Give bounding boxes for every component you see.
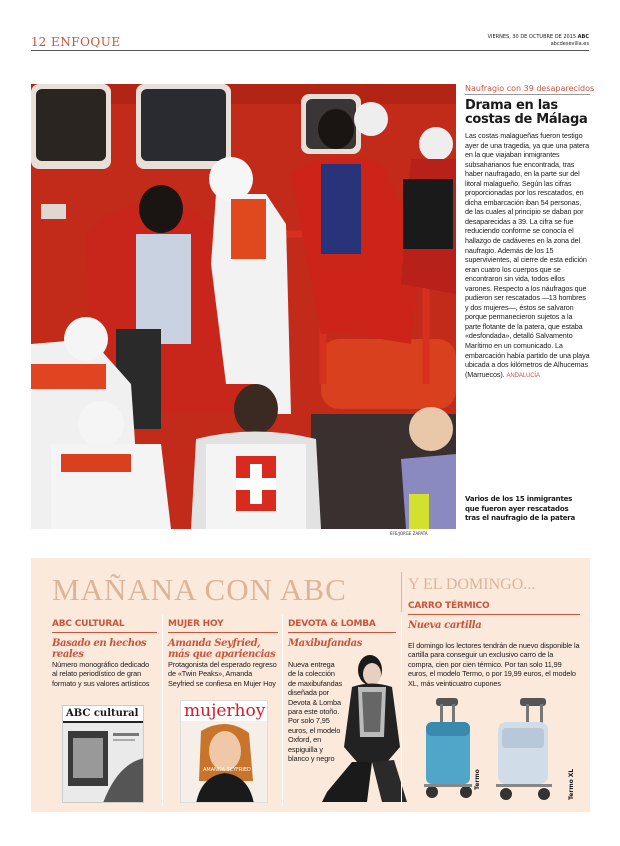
cart-termo-image <box>418 696 478 808</box>
col-devota-heading: DEVOTA & LOMBA <box>288 619 376 629</box>
col-abc-cultural-text: Número monográfico dedicado al relato periodístico de gran formato y sus valores artísticos <box>52 660 150 688</box>
photo-credit: EFE/JORGE ZAPATA <box>390 531 428 536</box>
mujer-hoy-cover <box>180 700 268 803</box>
header-rule <box>31 50 589 51</box>
col-rule <box>408 614 580 615</box>
page-number: 12 <box>31 35 47 49</box>
mujer-hoy-cover-image <box>181 721 268 803</box>
col-divider <box>401 615 402 805</box>
abc-cultural-cover <box>62 705 144 803</box>
mujer-hoy-cover-logo: mujerhoy <box>184 701 266 721</box>
abc-cultural-cover-logo: ABC cultural <box>63 706 143 723</box>
col-rule <box>288 632 396 633</box>
col-devota-subheading: Maxibufandas <box>288 638 362 649</box>
col-divider <box>282 615 283 805</box>
article-kicker: Naufragio con 39 desaparecidos <box>465 84 595 93</box>
col-devota-text: Nueva entrega de la colección de maxibufandas diseñada por Devota & Lomba para este otoño. Por solo 7,95 euros, el modelo Oxford, en espiguilla y blanco y negro <box>288 660 343 764</box>
col-rule <box>168 632 278 633</box>
col-mujer-hoy-subheading: Amanda Seyfried, más que apariencias <box>168 638 276 660</box>
col-divider <box>162 615 163 805</box>
rescue-photo <box>31 84 456 529</box>
col-mujer-hoy-heading: MUJER HOY <box>168 619 224 629</box>
promo-title: MAÑANA CON ABC <box>52 572 347 607</box>
site-url[interactable]: abcdesevilla.es <box>550 41 589 47</box>
col-mujer-hoy-text: Protagonista del esperado regreso de «Twin Peaks», Amanda Seyfried se confiesa en Mujer Hoy <box>168 660 277 688</box>
abc-cultural-cover-image <box>63 723 144 803</box>
article-body-text: Las costas malagueñas fueron testigo ayer de una tragedia, ya que una patera en la que viajaban inmigrantes subsaharianos fue encontrada, tras haber naufragado, en la parte sur del litoral malagueño. Según las cifras proporcionadas por los rescatados, en dicha embarcación iban 54 personas, de las cuales al principio se daban por desaparecidas a 39. La cifra se fue reduciendo conforme se conocía el hallazgo de cadáveres en la zona del naufragio. Además de los 15 supervivientes, al cierre de esta edición eran cuatro los cuerpos que se encontraron sin vida, todos ellos varones. Respecto a los náufragos que pudieron ser rescatados —13 hombres y dos mujeres—, éstos se salvaron porque permanecieron sujetos a la parte flotante de la patera, que estaba «desfondada», detalló Salvamento Marítimo en un comunicado. La embarcación había partido de una playa ubicada a dos kilómetros de Alhucemas (Marruecos). <box>465 131 590 379</box>
col-abc-cultural-heading: ABC CULTURAL <box>52 619 125 629</box>
section-name: ENFOQUE <box>51 35 121 49</box>
col-rule <box>52 632 157 633</box>
col-carro-heading: CARRO TÉRMICO <box>408 601 490 611</box>
promo-divider <box>401 572 402 612</box>
promo-title-sunday: Y EL DOMINGO... <box>408 576 536 593</box>
page-header <box>31 34 589 52</box>
col-carro-subheading: Nueva cartilla <box>408 620 482 631</box>
cart-termo-xl-label: Termo XL <box>568 768 575 800</box>
article-tag: ANDALUCÍA <box>506 372 540 379</box>
photo-caption: Varios de los 15 inmigrantes que fueron ayer rescatados tras el naufragio de la patera <box>465 495 576 522</box>
cart-termo-xl-image <box>490 696 560 808</box>
col-abc-cultural-subheading: Basado en hechos reales <box>52 638 147 660</box>
article-headline: Drama en las costas de Málaga <box>465 98 588 127</box>
cart-termo-label: Termo <box>474 769 481 790</box>
paper-name: ABC <box>577 34 589 40</box>
date: VIERNES, 30 DE OCTUBRE DE 2015 <box>487 34 577 40</box>
rescue-photo-illustration <box>31 84 456 529</box>
mujer-hoy-cover-name: AMANDA SEYFRIED <box>203 767 251 773</box>
col-carro-text: El domingo los lectores tendrán de nuevo disponible la cartilla para conseguir un exclusivo carro de la compra, cien por cien térmico. Por tan solo 11,99 euros, el modelo Termo, o por 19,99 euros, el modelo XL, más veinticuatro cupones <box>408 641 580 688</box>
article-body <box>465 131 590 381</box>
kicker-rule <box>465 94 590 95</box>
date-line <box>488 34 589 48</box>
